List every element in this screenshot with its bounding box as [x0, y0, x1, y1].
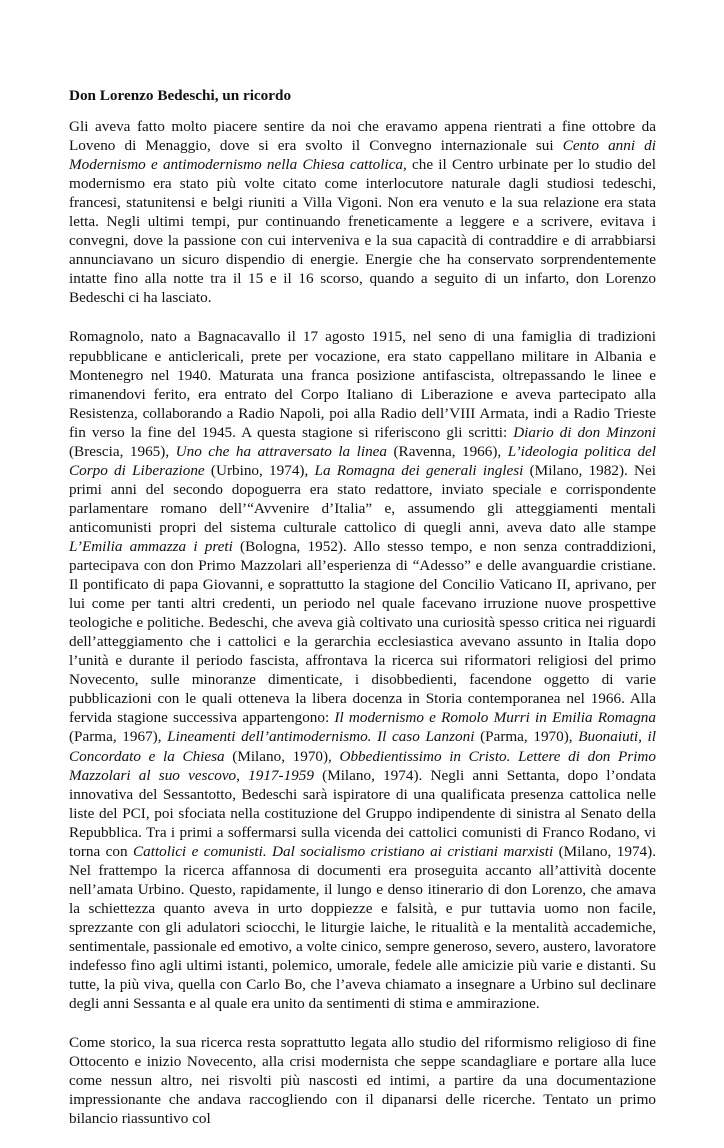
text-run: (Brescia, 1965), [69, 442, 176, 460]
text-run: (Urbino, 1974), [204, 461, 315, 479]
text-run: (Milano, 1974). Nel frattempo la ricerca affannosa di documenti era proseguita accanto all’attività docente nell’amata Urbino. Questo, rapidamente, il lungo e denso itinerario di don Lorenzo, che amava la schiettezza quanto aveva in urto doppiezze e falsità, e pur tuttavia uomo non facile, sprezzante con gli adulatori sciocchi, le liturgie laiche, le ritualità e la mentalità accademiche, sentimentale, passionale ed emotivo, a volte cinico, sempre generoso, severo, austero, lavoratore indefesso fino agli ultimi istanti, polemico, umorale, fedele alle amicizie più varie e distanti. Su tutte, la più viva, quella con Carlo Bo, che l’aveva chiamato a insegnare a Urbino sul declinare degli anni Sessanta e al quale era unito da sentimenti di stima e ammirazione. [69, 842, 656, 1013]
italic-title-run: Cattolici e comunisti. Dal socialismo cristiano ai cristiani marxisti [133, 842, 554, 860]
text-run: (Parma, 1967), [69, 728, 168, 746]
italic-title-run: Uno che ha attraversato la linea [175, 442, 387, 460]
text-run: Come storico, la sua ricerca resta soprattutto legata allo studio del riformismo religioso di fine Ottocento e inizio Novecento, alla crisi modernista che seppe scandagliare e portare alla luce come nessun altro, nei risvolti più nascosti ed intimi, a partire da una documentazione impressionante che andava raccogliendo con il dipanarsi delle ricerche. Tentato un primo bilancio riassuntivo col [69, 1034, 656, 1128]
paragraph [69, 1033, 656, 1128]
italic-title-run: La Romagna dei generali inglesi [314, 461, 524, 479]
paragraph-container [69, 117, 656, 1128]
paragraph [69, 327, 656, 1013]
italic-title-run: L’ideologia politica del Corpo di Liberazione [69, 442, 657, 479]
italic-title-run: Lineamenti dell’antimodernismo. Il caso Lanzoni [167, 728, 475, 746]
text-run: (Bologna, 1952). Allo stesso tempo, e non senza contraddizioni, partecipava con don Primo Mazzolari all’esperienza di “Adesso” e delle avanguardie cristiane. Il pontificato di papa Giovanni, e soprattutto la stagione del Concilio Vaticano II, aprivano, per lui come per tanti altri credenti, un periodo nel quale facevano irruzione nuove prospettive teologiche e politiche. Bedeschi, che aveva già coltivato una curiosità spesso critica nei riguardi dell’atteggiamento che i cattolici e la gerarchia ecclesiastica avevano assunto in Italia dopo l’unità e durante il periodo fascista, affrontava la ricerca sui riformatori religiosi del primo Novecento, sulle minoranze dimenticate, i disobbedienti, facendone oggetto di varie pubblicazioni con le quali otteneva la libera docenza in Storia contemporanea nel 1966. Alla fervida stagione successiva appartengono: [69, 537, 656, 727]
document-title: Don Lorenzo Bedeschi, un ricordo [69, 87, 292, 104]
text-run: (Milano, 1982). Nei primi anni del secondo dopoguerra era stato redattore, inviato speciale e corrispondente parlamentare romano dell’“Avvenire d’Italia” e, assumendo gli atteggiamenti mentali anticomunisti propri del sistema culturale cattolico di quegli anni, aveva dato alle stampe [69, 461, 656, 536]
italic-title-run: Il modernismo e Romolo Murri in Emilia Romagna [334, 709, 656, 727]
paragraph [69, 117, 656, 307]
italic-title-run: Obbedientissimo in Cristo. Lettere di don Primo Mazzolari al suo vescovo, 1917-1959 [69, 747, 656, 784]
italic-title-run: Buonaiuti, il Concordato e la Chiesa [69, 728, 656, 765]
document-body [69, 86, 656, 1148]
italic-title-run: Diario di don Minzoni [513, 423, 656, 441]
text-run: Gli aveva fatto molto piacere sentire da noi che eravamo appena rientrati a fine ottobre da Loveno di Menaggio, dove si era svolto il Convegno internazionale sui [69, 118, 656, 155]
text-run: (Parma, 1970), [474, 728, 579, 746]
text-run: (Milano, 1974). Negli anni Settanta, dopo l’ondata innovativa del Sessantotto, Bedeschi sarà ispiratore di una qualificata presenza cattolica nelle liste del PCI, poi sfociata nella costituzione del Gruppo indipendente di sinistra al Senato della Repubblica. Tra i primi a soffermarsi sulla vicenda dei cattolici comunisti di Franco Rodano, vi torna con [69, 766, 656, 860]
text-run: (Milano, 1970), [224, 747, 340, 765]
text-run: , che il Centro urbinate per lo studio del modernismo era stato più volte citato come interlocutore naturale dagli studiosi tedeschi, francesi, statunitensi e belgi riuniti a Villa Vigoni. Non era venuto e la sua relazione era stata letta. Negli ultimi tempi, pur continuando freneticamente a leggere e a scrivere, evitava i convegni, dove la passione con cui interveniva e la sua capacità di contraddire e di arrabbiarsi annunciavano un sicuro dispendio di energie. Energie che ha conservato sorprendentemente intatte fino alla notte tra il 15 e il 16 scorso, quando a seguito di un infarto, don Lorenzo Bedeschi ci ha lasciato. [69, 156, 656, 307]
italic-title-run: Cento anni di Modernismo e antimodernismo nella Chiesa cattolica [69, 137, 656, 174]
italic-title-run: L’Emilia ammazza i preti [69, 537, 233, 555]
text-run: (Ravenna, 1966), [387, 442, 508, 460]
text-run: Romagnolo, nato a Bagnacavallo il 17 agosto 1915, nel seno di una famiglia di tradizioni repubblicane e anticlericali, prete per vocazione, era stato cappellano militare in Albania e Montenegro nel 1940. Maturata una franca posizione antifascista, oltrepassando le linee e rimanendovi ferito, era entrato del Corpo Italiano di Liberazione e aveva partecipato alla Resistenza, collaborando a Radio Napoli, poi alla Radio dell’VIII Armata, indi a Radio Trieste fin verso la fine del 1945. A questa stagione si riferiscono gli scritti: [69, 328, 656, 441]
